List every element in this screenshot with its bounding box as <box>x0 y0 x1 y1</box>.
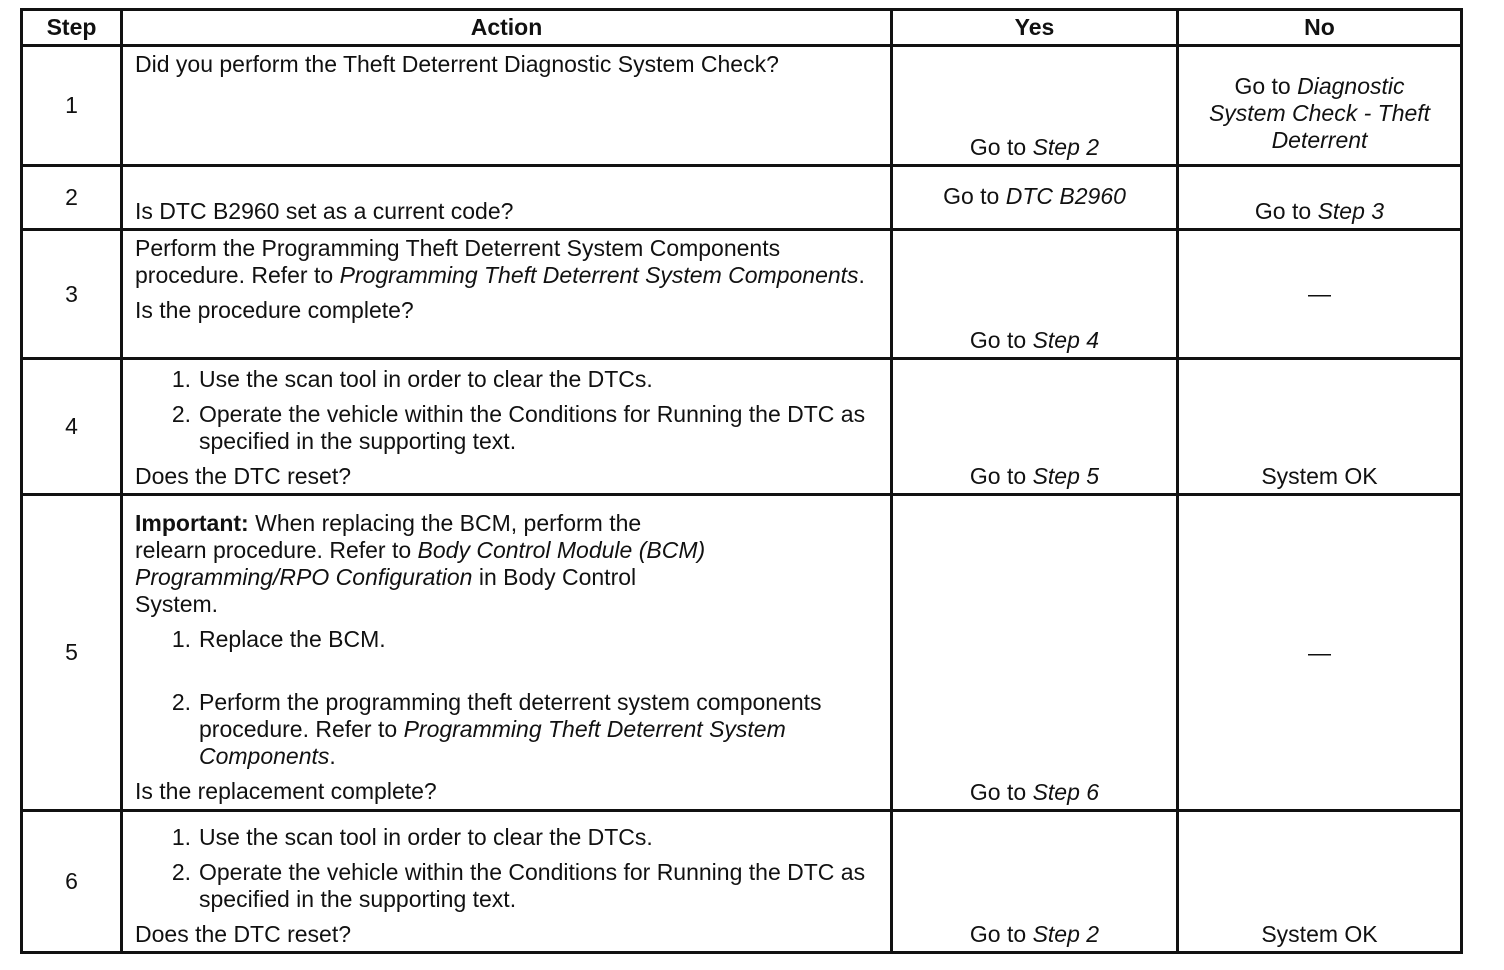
list-item-text: Use the scan tool in order to clear the DTCs. <box>199 366 653 392</box>
no-cell <box>1178 230 1462 359</box>
header-no: No <box>1178 10 1462 46</box>
yes-prefix: Go to <box>969 463 1033 489</box>
instruction-ref[interactable]: Programming Theft Deterrent System Components <box>339 262 859 288</box>
yes-ref: Step 4 <box>1032 327 1100 353</box>
list-item-number: 2. <box>171 689 191 715</box>
list-item <box>135 366 880 393</box>
list-item-text <box>199 689 880 770</box>
action-cell <box>122 811 892 953</box>
yes-cell <box>892 230 1178 359</box>
list-item <box>135 689 880 770</box>
yes-link[interactable] <box>893 183 1176 210</box>
yes-cell <box>892 495 1178 811</box>
no-ref: Diagnostic System Check - Theft Deterrent <box>1208 73 1431 153</box>
no-ref: Step 3 <box>1317 198 1385 224</box>
action-cell <box>122 46 892 166</box>
list-item-number: 1. <box>171 824 191 850</box>
table-row <box>22 495 1462 811</box>
list-item-text: Replace the BCM. <box>199 626 386 652</box>
yes-cell <box>892 811 1178 953</box>
list-item <box>135 824 880 851</box>
important-text: When replacing the BCM, perform the relearn procedure. Refer to <box>135 510 642 563</box>
step-number: 1 <box>22 46 122 166</box>
step-number: 5 <box>22 495 122 811</box>
important-label: Important: <box>135 510 249 536</box>
important-suffix: in Body Control System. <box>135 564 637 617</box>
important-ref[interactable]: Body Control Module (BCM) Programming/RPO Configuration <box>135 537 706 590</box>
yes-link[interactable] <box>893 134 1176 161</box>
action-question: Is the replacement complete? <box>135 778 437 804</box>
diagnostic-table <box>20 8 1463 954</box>
list-item-number: 2. <box>171 401 191 427</box>
no-cell <box>1178 359 1462 495</box>
yes-link[interactable] <box>893 779 1176 806</box>
action-cell <box>122 359 892 495</box>
list-item-number: 1. <box>171 366 191 392</box>
table-row <box>22 359 1462 495</box>
list-item <box>135 626 880 653</box>
table-row <box>22 46 1462 166</box>
yes-cell <box>892 166 1178 230</box>
yes-ref: Step 2 <box>1032 921 1100 947</box>
action-question: Does the DTC reset? <box>135 921 352 947</box>
instruction-suffix: . <box>858 262 865 288</box>
yes-prefix: Go to <box>969 134 1033 160</box>
no-prefix: Go to <box>1234 73 1298 99</box>
no-dash: — <box>1308 280 1331 307</box>
yes-cell <box>892 46 1178 166</box>
list-item-text: Operate the vehicle within the Conditions for Running the DTC as specified in the supporting text. <box>199 401 866 454</box>
step-number: 3 <box>22 230 122 359</box>
no-link[interactable] <box>1179 198 1460 225</box>
yes-link[interactable] <box>893 921 1176 948</box>
action-question: Is the procedure complete? <box>135 297 414 323</box>
table-row <box>22 811 1462 953</box>
action-cell <box>122 230 892 359</box>
no-result: System OK <box>1261 921 1378 947</box>
no-result: System OK <box>1261 463 1378 489</box>
header-action: Action <box>122 10 892 46</box>
yes-ref: DTC B2960 <box>1005 183 1126 209</box>
yes-link[interactable] <box>893 463 1176 490</box>
no-dash: — <box>1308 639 1331 665</box>
step-number: 4 <box>22 359 122 495</box>
no-cell <box>1178 46 1462 166</box>
yes-link[interactable] <box>893 327 1176 354</box>
header-yes: Yes <box>892 10 1178 46</box>
header-step: Step <box>22 10 122 46</box>
yes-cell <box>892 359 1178 495</box>
yes-ref: Step 5 <box>1032 463 1100 489</box>
list-item-number: 2. <box>171 859 191 885</box>
yes-ref: Step 6 <box>1032 779 1100 805</box>
yes-prefix: Go to <box>969 327 1033 353</box>
no-link[interactable] <box>1179 73 1460 154</box>
list-item-number: 1. <box>171 626 191 652</box>
no-cell <box>1178 811 1462 953</box>
action-question: Is DTC B2960 set as a current code? <box>135 198 514 224</box>
instruction-text: Perform the Programming Theft Deterrent System Components procedure. Refer to <box>135 235 781 288</box>
action-cell <box>122 495 892 811</box>
step-number: 2 <box>22 166 122 230</box>
action-question: Did you perform the Theft Deterrent Diagnostic System Check? <box>135 51 779 77</box>
list-item-suffix: . <box>329 743 336 769</box>
no-prefix: Go to <box>1254 198 1318 224</box>
yes-prefix: Go to <box>969 779 1033 805</box>
table-row <box>22 166 1462 230</box>
yes-prefix: Go to <box>969 921 1033 947</box>
action-question: Does the DTC reset? <box>135 463 352 489</box>
step-number: 6 <box>22 811 122 953</box>
list-item-text: Operate the vehicle within the Conditions for Running the DTC as specified in the supporting text. <box>199 859 866 912</box>
list-item <box>135 859 880 913</box>
yes-prefix: Go to <box>943 183 1006 209</box>
list-item-text: Use the scan tool in order to clear the DTCs. <box>199 824 653 850</box>
header-row <box>22 10 1462 46</box>
no-cell <box>1178 495 1462 811</box>
yes-ref: Step 2 <box>1032 134 1100 160</box>
table-row <box>22 230 1462 359</box>
list-item <box>135 401 880 455</box>
no-cell <box>1178 166 1462 230</box>
list-item-ref[interactable]: Programming Theft Deterrent System Components <box>199 716 786 769</box>
list-item-text-prefix: Perform the programming theft deterrent system components procedure. Refer to <box>199 689 822 742</box>
action-cell <box>122 166 892 230</box>
action-instruction <box>135 235 880 289</box>
important-note <box>135 510 880 618</box>
